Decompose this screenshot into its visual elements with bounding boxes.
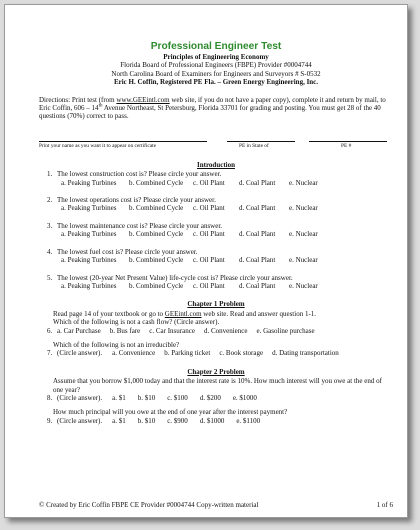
question-item [47,274,393,291]
answer-option[interactable]: a. $1 [112,416,126,425]
answer-option[interactable]: c. Oil Plant [193,281,225,290]
answer-option[interactable]: c. Oil Plant [193,204,225,213]
answer-option[interactable]: b. Parking ticket [164,349,211,358]
pe-state-line[interactable] [227,141,295,142]
question-number: 4. [47,247,53,256]
answer-option[interactable]: a. Car Purchase [57,326,101,335]
provider-nc: North Carolina Board of Examiners for Engineers and Surveyors # S-0532 [111,69,321,78]
answer-option[interactable]: b. $10 [137,416,156,425]
question-stem [47,248,393,256]
q8-number: 8. [47,393,53,402]
q6-stem: Which of the following is not a cash flow? (Circle answer). [53,318,220,327]
answer-option[interactable]: c. $900 [167,416,188,425]
answer-option[interactable]: b. Combined Cycle [129,178,184,187]
q6-number: 6. [47,326,53,335]
answer-options [61,282,393,290]
question-number: 5. [47,273,53,282]
answer-option[interactable]: b. Combined Cycle [129,230,184,239]
directions-paragraph [39,96,393,121]
page-subtitle: Principles of Engineering Economy [163,53,269,61]
chapter1-instructions [53,310,393,318]
answer-option[interactable]: c. Book storage [219,349,264,358]
directions-superscript: th [98,103,103,109]
document-page [4,4,408,518]
q7-lead: (Circle answer). [57,349,103,358]
author-line: Eric H. Coffin, Registered PE Fla. – Green Energy Engineering, Inc. [113,78,319,87]
question-number: 3. [47,221,53,230]
answer-option[interactable]: a. Peaking Turbines [61,178,117,187]
answer-option[interactable]: a. Peaking Turbines [61,281,117,290]
directions-text-3: Avenue Northeast, St Petersburg, Florida 33701 for grading and posting. You must get 28 of the 40 questions (70%) correct to pass. [39,104,381,121]
answer-option[interactable]: a. $1 [112,393,126,402]
question-text: The lowest maintenance cost is? Please circle your answer. [57,221,223,230]
answer-option[interactable]: a. Peaking Turbines [61,204,117,213]
pe-number-line[interactable] [309,141,387,142]
answer-option[interactable]: d. Coal Plant [239,281,276,290]
directions-text-1: Directions: Print test (from [39,95,117,104]
signature-block [39,131,393,153]
q7-stem: Which of the following is not an irreducible? [53,340,180,349]
page-number: 1 of 6 [376,500,393,509]
q9-stem: How much principal will you owe at the end of one year after the interest payment? [53,408,288,417]
answer-option[interactable]: a. Peaking Turbines [61,230,117,239]
answer-option[interactable]: c. Oil Plant [193,230,225,239]
question-item [47,248,393,265]
pe-state-label: PE in State of [239,142,269,149]
answer-option[interactable]: b. $10 [137,393,156,402]
answer-options [61,204,393,212]
q6-options-row [47,327,393,335]
introduction-heading: Introduction [197,160,235,169]
answer-options [61,256,393,264]
question-stem [47,274,393,282]
answer-option[interactable]: b. Combined Cycle [129,281,184,290]
introduction-questions [39,170,393,290]
question-item [47,170,393,187]
answer-option[interactable]: e. $1100 [236,416,261,425]
q8-lead: (Circle answer). [57,393,103,402]
pe-number-label: PE # [341,142,352,149]
chapter1-heading: Chapter 1 Problem [187,300,245,309]
question-number: 2. [47,196,53,205]
page-title: Professional Engineer Test [150,41,282,52]
name-signature-line[interactable] [39,141,207,142]
q8-stem: Assume that you borrow $1,000 today and that the interest rate is 10%. How much interest will you owe at the end of one year? [53,377,382,394]
answer-option[interactable]: e. Nuclear [289,178,318,187]
answer-option[interactable]: d. Coal Plant [239,178,276,187]
answer-option[interactable]: d. Coal Plant [239,204,276,213]
answer-option[interactable]: e. Nuclear [289,256,318,265]
q8-options [112,394,269,402]
answer-option[interactable]: b. Bus fare [109,326,141,335]
provider-fl: Florida Board of Professional Engineers (FBPE) Provider #0004744 [120,61,312,70]
answer-option[interactable]: e. Nuclear [289,230,318,239]
directions-website-link[interactable]: www.GEEintl.com [116,95,170,104]
name-line-label: Print your name as you want it to appear on certificate [39,142,157,149]
question-stem [47,222,393,230]
question-text: The lowest fuel cost is? Please circle your answer. [57,247,198,256]
chapter2-heading: Chapter 2 Problem [187,367,245,376]
chapter1-website-link[interactable]: GEEintl.com [164,309,202,318]
q9-options-row [47,417,393,425]
answer-option[interactable]: d. $1000 [199,416,225,425]
answer-option[interactable]: c. Oil Plant [193,256,225,265]
answer-options [61,230,393,238]
answer-option[interactable]: c. $100 [167,393,188,402]
question-item [47,196,393,213]
answer-option[interactable]: d. Coal Plant [239,256,276,265]
q8-options-row [47,394,393,402]
answer-option[interactable]: a. Convenience [112,349,156,358]
page-footer [39,501,393,509]
answer-option[interactable]: d. $200 [199,393,221,402]
q9-lead: (Circle answer). [57,416,103,425]
question-stem [47,196,393,204]
answer-option[interactable]: d. Dating transportation [272,349,339,358]
q9-number: 9. [47,416,53,425]
question-text: The lowest (20-year Net Present Value) life-cycle cost is? Please circle your answer. [57,273,293,282]
chapter1-instructions-text-2: web site. Read and answer question 1-1. [201,309,317,318]
copyright-text: © Created by Eric Coffin FBPE CE Provider #0004744 Copy-written material [39,500,259,509]
answer-option[interactable]: e. Gasoline purchase [256,326,315,335]
question-text: The lowest operations cost is? Please circle your answer. [57,196,216,205]
answer-option[interactable]: e. Nuclear [289,281,318,290]
q7-number: 7. [47,349,53,358]
question-stem [47,170,393,178]
question-text: The lowest construction cost is? Please circle your answer. [57,170,222,179]
answer-option[interactable]: b. Combined Cycle [129,256,184,265]
question-item [47,222,393,239]
chapter1-instructions-text-1: Read page 14 of your textbook or go to [53,309,165,318]
answer-option[interactable]: a. Peaking Turbines [61,256,117,265]
answer-option[interactable]: c. Oil Plant [193,178,225,187]
answer-option[interactable]: d. Convenience [203,326,248,335]
q9-options [112,417,272,425]
q6-options [57,327,324,335]
question-number: 1. [47,170,53,179]
q7-options-row [47,349,393,357]
answer-option[interactable]: b. Combined Cycle [129,204,184,213]
answer-option[interactable]: e. $1000 [232,393,257,402]
directions-text-2: web site, if you do not have a paper copy), complete it and return by mail, to Eric Coffin, 606 – 14 [39,95,386,113]
q7-options [112,349,348,357]
answer-option[interactable]: d. Coal Plant [239,230,276,239]
answer-option[interactable]: e. Nuclear [289,204,318,213]
answer-options [61,179,393,187]
answer-option[interactable]: c. Car Insurance [149,326,195,335]
